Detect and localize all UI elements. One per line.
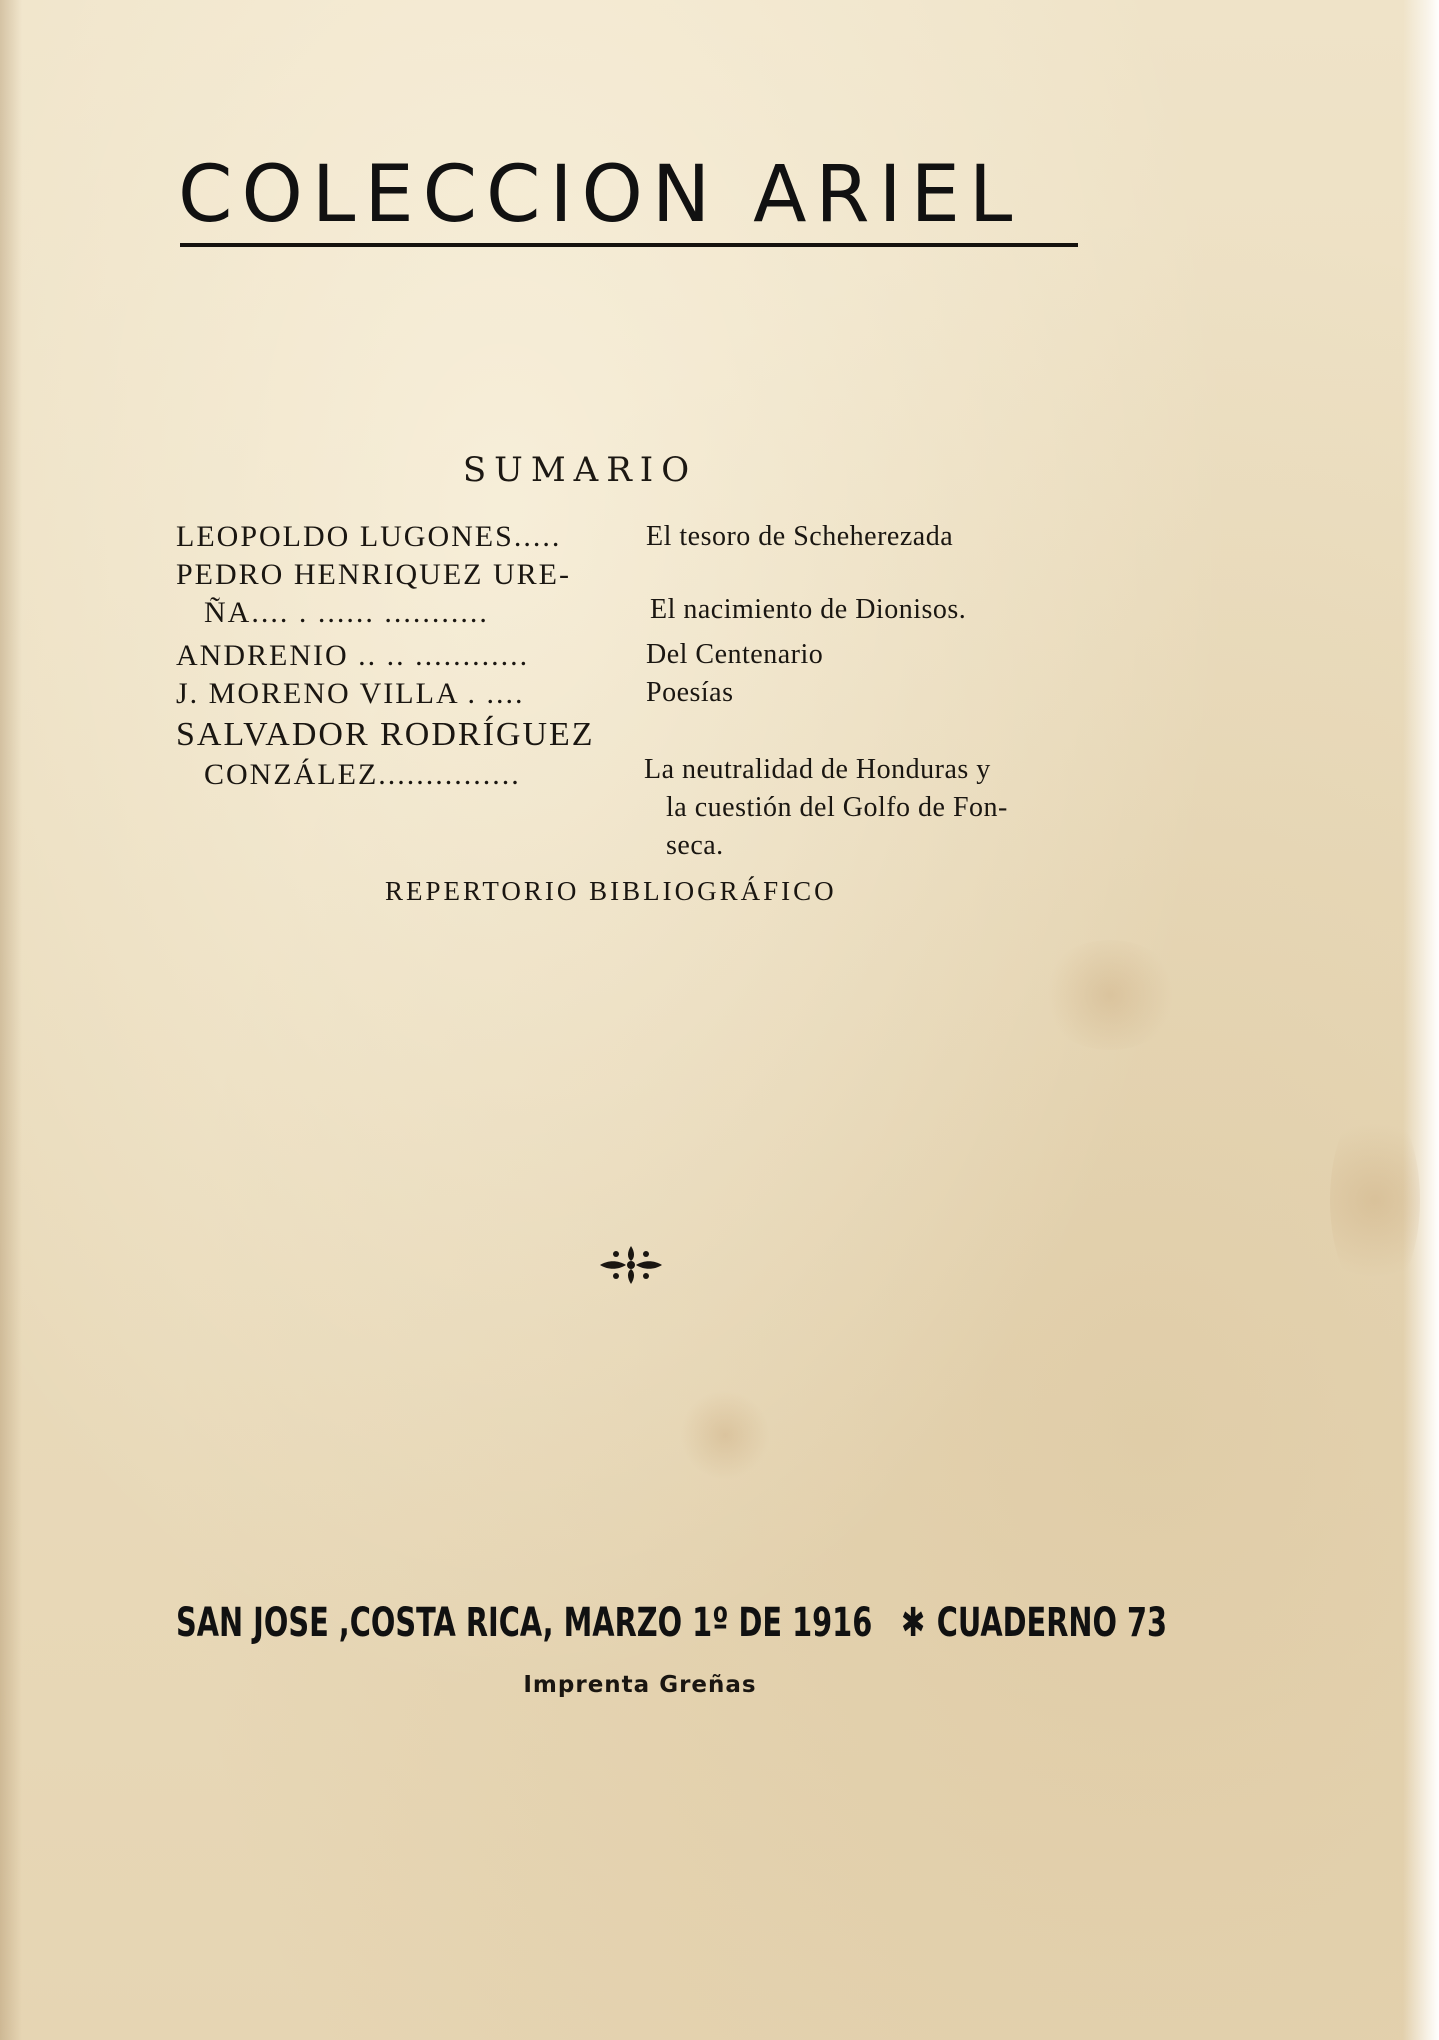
repertorio-bibliografico: REPERTORIO BIBLIOGRÁFICO	[385, 876, 837, 906]
toc-work: El tesoro de Scheherezada	[646, 521, 954, 552]
publication-title: COLECCION ARIEL	[178, 150, 1022, 240]
fleuron-ornament-icon	[596, 1242, 666, 1288]
toc-author-continued: ÑA.... . ...... ...........	[204, 596, 489, 629]
place-date: SAN JOSE ,COSTA RICA, MARZO 1º DE 1916	[176, 1600, 873, 1646]
toc-author: PEDRO HENRIQUEZ URE-	[176, 558, 571, 591]
paper-stain	[1330, 1100, 1420, 1300]
toc-author: SALVADOR RODRÍGUEZ	[176, 716, 595, 753]
toc-author-continued: CONZÁLEZ...............	[204, 758, 521, 791]
paper-stain	[680, 1390, 770, 1480]
printer-name: Imprenta Greñas	[523, 1672, 757, 1698]
issue-number: CUADERNO 73	[936, 1600, 1168, 1646]
page-edge-highlight	[1403, 0, 1439, 2040]
toc-work: La neutralidad de Honduras y	[644, 754, 991, 785]
title-underline	[180, 243, 1078, 247]
toc-author: LEOPOLDO LUGONES.....	[176, 520, 562, 553]
toc-work: Del Centenario	[646, 639, 824, 670]
page-spine-shadow	[0, 0, 22, 2040]
toc-author: J. MORENO VILLA . ....	[176, 677, 525, 710]
toc-work: El nacimiento de Dionisos.	[650, 594, 967, 625]
toc-work-continued: seca.	[666, 830, 724, 861]
paper-stain	[1040, 940, 1180, 1050]
imprint-line	[176, 1600, 1168, 1646]
toc-work: Poesías	[646, 677, 734, 708]
toc-author: ANDRENIO .. .. ............	[176, 639, 530, 672]
asterisk-separator-icon: ✱	[901, 1600, 926, 1646]
sumario-heading: SUMARIO	[462, 450, 698, 490]
toc-work-continued: la cuestión del Golfo de Fon-	[666, 792, 1008, 823]
